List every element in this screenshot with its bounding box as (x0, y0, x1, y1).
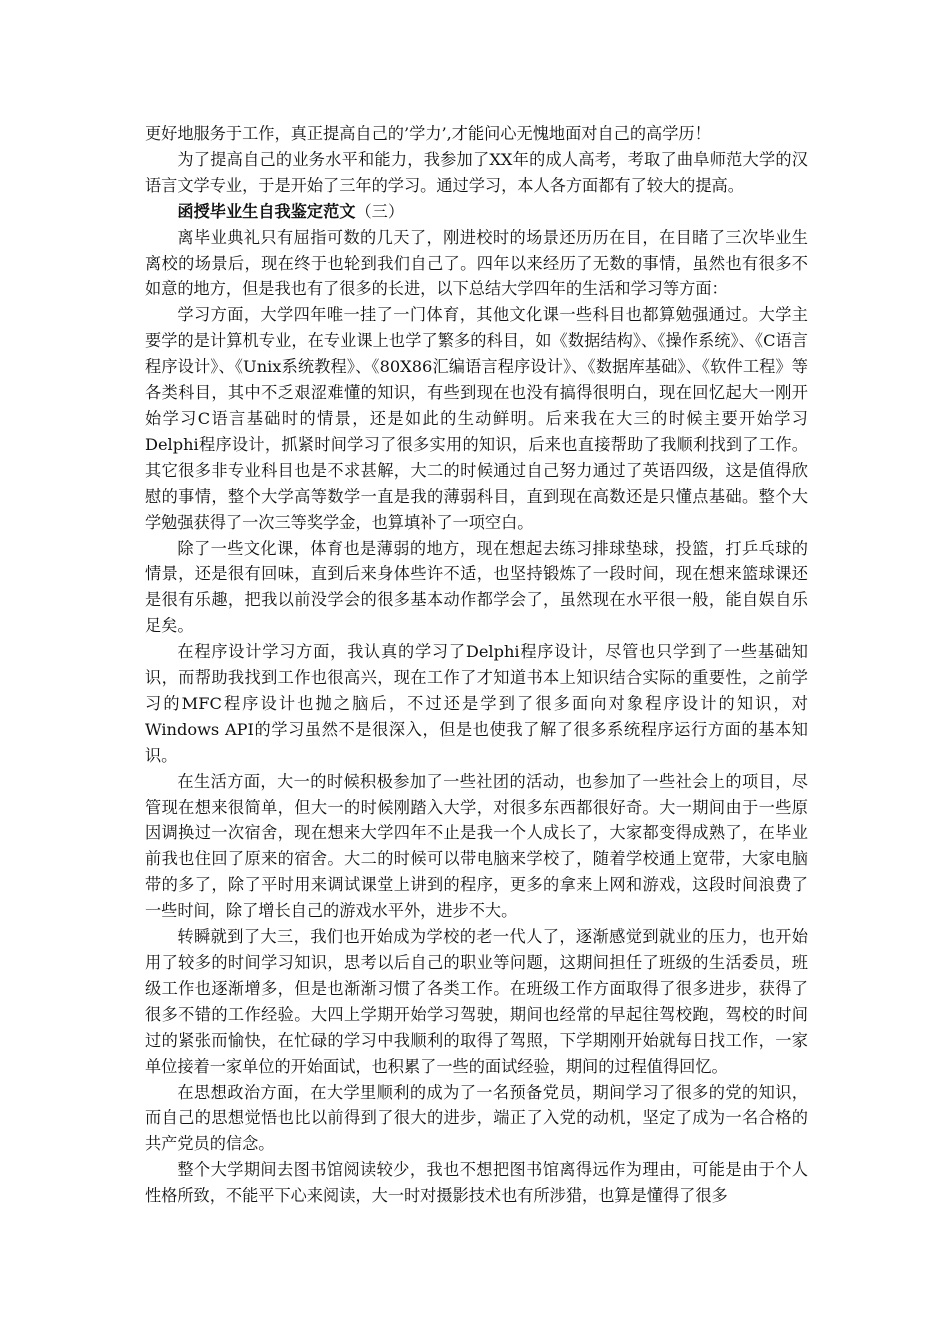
paragraph-politics: 在思想政治方面，在大学里顺利的成为了一名预备党员，期间学习了很多的党的知识，而自己的思想觉悟也比以前得到了很大的进步，端正了入党的动机，坚定了成为一名合格的共产党员的信念。 (145, 1082, 808, 1154)
paragraph-library: 整个大学期间去图书馆阅读较少，我也不想把图书馆离得远作为理由，可能是由于个人性格所致，不能平下心来阅读，大一时对摄影技术也有所涉猎，也算是懂得了很多 (145, 1160, 808, 1206)
continuation-paragraph: 更好地服务于工作，真正提高自己的’学力’,才能问心无愧地面对自己的高学历！ (145, 124, 711, 143)
paragraph-junior-senior: 转瞬就到了大三，我们也开始成为学校的老一代人了，逐渐感觉到就业的压力，也开始用了较多的时间学习知识，思考以后自己的职业等问题，这期间担任了班级的生活委员，班级工作也逐渐增多，但是也渐渐习惯了各类工作。在班级工作方面取得了很多进步，获得了很多不错的工作经验。大四上学期开始学习驾驶，期间也经常的早起往驾校跑，驾校的时间过的紧张而愉快，在忙碌的学习中我顺利的取得了驾照，下学期刚开始就每日找工作，一家单位接着一家单位的开始面试，也积累了一些的面试经验，期间的过程值得回忆。 (145, 927, 808, 1076)
paragraph-life: 在生活方面，大一的时候积极参加了一些社团的活动，也参加了一些社会上的项目，尽管现在想来很简单，但大一的时候刚踏入大学，对很多东西都很好奇。大一期间由于一些原因调换过一次宿舍，现在想来大学四年不止是我一个人成长了，大家都变得成熟了，在毕业前我也住回了原来的宿舍。大二的时候可以带电脑来学校了，随着学校通上宽带，大家电脑带的多了，除了平时用来调试课堂上讲到的程序，更多的拿来上网和游戏，这段时间浪费了一些时间，除了增长自己的游戏水平外，进步不大。 (145, 771, 808, 921)
paragraph-study: 学习方面，大学四年唯一挂了一门体育，其他文化课一些科目也都算勉强通过。大学主要学的是计算机专业，在专业课上也学了繁多的科目，如《数据结构》、《操作系统》、《C语言程序设计》、《Unix系统教程》、《80X86汇编语言程序设计》、《数据库基础》、《软件工程》等各类科目，其中不乏艰涩难懂的知识，有些到现在也没有搞得很明白，现在回忆起大一刚开始学习C语言基础时的情景，还是如此的生动鲜明。后来我在大三的时候主要开始学习Delphi程序设计，抓紧时间学习了很多实用的知识，后来也直接帮助了我顺利找到了工作。其它很多非专业科目也是不求甚解，大二的时候通过自己努力通过了英语四级，这是值得欣慰的事情，整个大学高等数学一直是我的薄弱科目，直到现在高数还是只懂点基础。整个大学勉强获得了一次三等奖学金，也算填补了一项空白。 (145, 305, 808, 532)
document-body (145, 121, 808, 1209)
paragraph-programming: 在程序设计学习方面，我认真的学习了Delphi程序设计，尽管也只学到了一些基础知识，而帮助我找到工作也很高兴，现在工作了才知道书本上知识结合实际的重要性，之前学习的MFC程序设计也抛之脑后，不过还是学到了很多面向对象程序设计的知识，对Windows API的学习虽然不是很深入，但是也使我了解了很多系统程序运行方面的基本知识。 (145, 642, 808, 765)
paragraph-overview: 离毕业典礼只有屈指可数的几天了，刚进校时的场景还历历在目，在目睹了三次毕业生离校的场景后，现在终于也轮到我们自己了。四年以来经历了无数的事情，虽然也有很多不如意的地方，但是我也有了很多的长进，以下总结大学四年的生活和学习等方面： (145, 227, 808, 299)
section-heading (145, 199, 808, 225)
intro-paragraph: 为了提高自己的业务水平和能力，我参加了XX年的成人高考，考取了曲阜师范大学的汉语言文学专业，于是开始了三年的学习。通过学习，本人各方面都有了较大的提高。 (145, 149, 808, 195)
section-heading-number: （三） (355, 201, 405, 221)
section-heading-title: 函授毕业生自我鉴定范文 (177, 201, 356, 221)
paragraph-sports: 除了一些文化课，体育也是薄弱的地方，现在想起去练习排球垫球，投篮，打乒乓球的情景，还是很有回味，直到后来身体些许不适，也坚持锻炼了一段时间，现在想来篮球课还是很有乐趣，把我以前没学会的很多基本动作都学会了，虽然现在水平很一般，能自娱自乐足矣。 (145, 538, 808, 636)
